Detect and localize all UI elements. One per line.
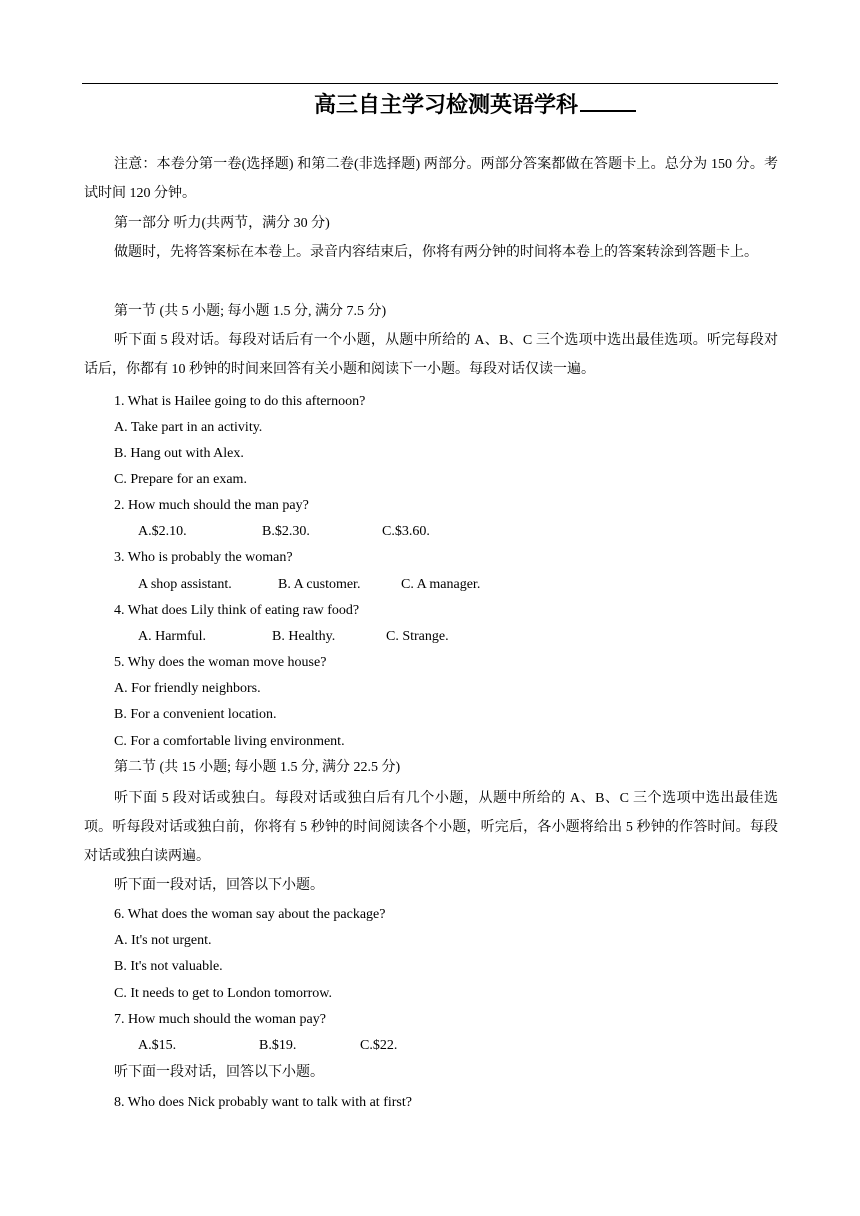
section1-instructions: 听下面 5 段对话。每段对话后有一个小题，从题中所给的 A、B、C 三个选项中选出最佳选项。听完每段对话后，你都有 10 秒钟的时间来回答有关小题和阅读下一小题。每段对话仅读一遍。 — [84, 333, 778, 377]
question-3: 3. Who is probably the woman? — [114, 550, 293, 565]
question-7: 7. How much should the woman pay? — [114, 1012, 326, 1027]
q2-option-a: A.$2.10. — [138, 524, 187, 539]
q5-option-c: C. For a comfortable living environment. — [114, 734, 345, 749]
question-5: 5. Why does the woman move house? — [114, 655, 327, 670]
section2-title: 第二节 (共 15 小题; 每小题 1.5 分, 满分 22.5 分) — [114, 760, 401, 775]
q4-option-a: A. Harmful. — [138, 629, 207, 644]
question-4: 4. What does Lily think of eating raw food? — [114, 603, 360, 618]
q2-option-c: C.$3.60. — [382, 524, 430, 539]
question-6: 6. What does the woman say about the package? — [114, 907, 386, 922]
q7-option-c: C.$22. — [360, 1038, 398, 1053]
q3-option-b: B. A customer. — [278, 577, 361, 592]
listen-instruction-2: 听下面一段对话，回答以下小题。 — [114, 1065, 324, 1080]
q6-option-a: A. It's not urgent. — [114, 933, 212, 948]
q1-option-c: C. Prepare for an exam. — [114, 472, 247, 487]
q4-option-c: C. Strange. — [386, 629, 449, 644]
q4-option-b: B. Healthy. — [272, 629, 336, 644]
part1-instructions: 做题时，先将答案标在本卷上。录音内容结束后，你将有两分钟的时间将本卷上的答案转涂到答题卡上。 — [114, 245, 758, 260]
q5-option-a: A. For friendly neighbors. — [114, 681, 261, 696]
header-rule — [82, 83, 778, 84]
listen-instruction-1: 听下面一段对话，回答以下小题。 — [114, 878, 324, 893]
q5-option-b: B. For a convenient location. — [114, 707, 277, 722]
q1-option-a: A. Take part in an activity. — [114, 420, 263, 435]
q2-option-b: B.$2.30. — [262, 524, 310, 539]
q4-options — [138, 628, 449, 646]
question-1: 1. What is Hailee going to do this afternoon? — [114, 394, 366, 409]
section1-title: 第一节 (共 5 小题; 每小题 1.5 分, 满分 7.5 分) — [114, 304, 387, 319]
q3-option-c: C. A manager. — [401, 577, 481, 592]
q1-option-b: B. Hang out with Alex. — [114, 446, 244, 461]
q7-option-b: B.$19. — [259, 1038, 297, 1053]
q3-option-a: A shop assistant. — [138, 577, 232, 592]
q2-options — [138, 523, 430, 541]
question-2: 2. How much should the man pay? — [114, 498, 309, 513]
page-title-text: 高三自主学习检测英语学科 — [314, 93, 579, 118]
q6-option-b: B. It's not valuable. — [114, 959, 223, 974]
section2-instructions: 听下面 5 段对话或独白。每段对话或独白后有几个小题，从题中所给的 A、B、C 三个选项中选出最佳选项。听每段对话或独白前，你将有 5 秒钟的时间阅读各个小题，听完后，各小题将给出 5 秒钟的作答时间。每段对话或独白读两遍。 — [84, 791, 778, 864]
notice-paragraph: 注意：本卷分第一卷(选择题) 和第二卷(非选择题) 两部分。两部分答案都做在答题卡上。总分为 150 分。考试时间 120 分钟。 — [84, 157, 778, 201]
q7-options — [138, 1037, 397, 1055]
q3-options — [138, 576, 480, 594]
question-8: 8. Who does Nick probably want to talk with at first? — [114, 1095, 412, 1110]
title-blank — [580, 90, 636, 112]
q7-option-a: A.$15. — [138, 1038, 177, 1053]
part1-title: 第一部分 听力(共两节，满分 30 分) — [114, 216, 330, 231]
q6-option-c: C. It needs to get to London tomorrow. — [114, 986, 333, 1001]
page-title — [314, 88, 636, 119]
